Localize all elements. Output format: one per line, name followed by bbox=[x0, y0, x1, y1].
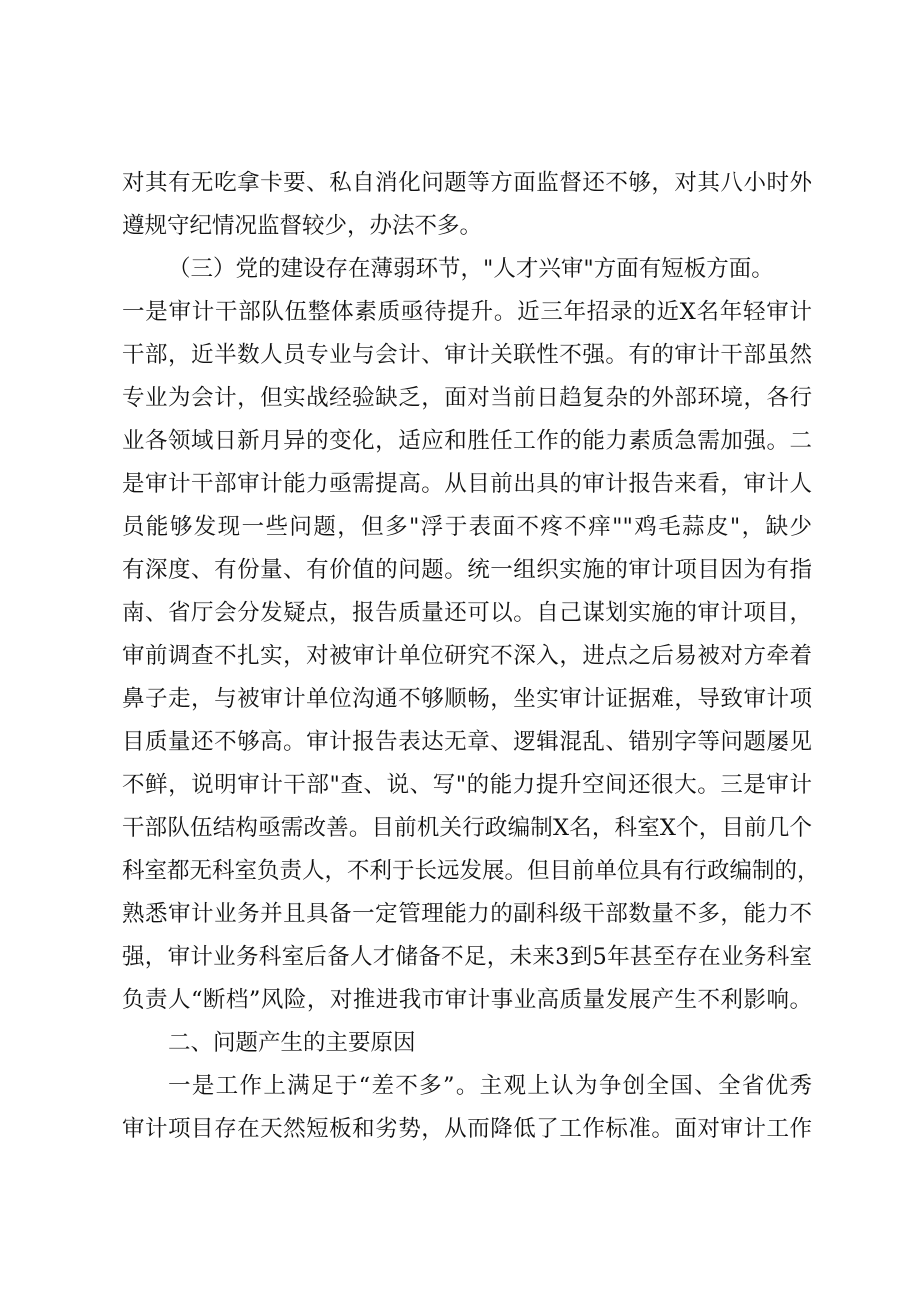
text-line: 不鲜，说明审计干部"查、说、写"的能力提升空间还很大。三是审计 bbox=[122, 772, 812, 798]
text-line: 鼻子走，与被审计单位沟通不够顺畅，坐实审计证据难，导致审计项 bbox=[122, 686, 812, 712]
text-line: 员能够发现一些问题，但多"浮于表面不疼不痒""鸡毛蒜皮"，缺少 bbox=[122, 514, 812, 540]
text-line: 干部队伍结构亟需改善。目前机关行政编制X名，科室X个，目前几个 bbox=[122, 815, 812, 841]
text-line: 对其有无吃拿卡要、私自消化问题等方面监督还不够，对其八小时外 bbox=[122, 170, 812, 196]
text-line: 审前调查不扎实，对被审计单位研究不深入，进点之后易被对方牵着 bbox=[122, 643, 812, 669]
text-line: 科室都无科室负责人，不利于长远发展。但目前单位具有行政编制的， bbox=[122, 858, 820, 884]
text-line: 目质量还不够高。审计报告表达无章、逻辑混乱、错别字等问题屡见 bbox=[122, 729, 812, 755]
text-line: 审计项目存在天然短板和劣势，从而降低了工作标准。面对审计工作 bbox=[122, 1116, 812, 1142]
text-line: 熟悉审计业务并且具备一定管理能力的副科级干部数量不多，能力不 bbox=[122, 901, 812, 927]
text-line: 业各领域日新月异的变化，适应和胜任工作的能力素质急需加强。二 bbox=[122, 428, 812, 454]
text-line: 是审计干部审计能力亟需提高。从目前出具的审计报告来看，审计人 bbox=[122, 471, 812, 497]
text-line: 遵规守纪情况监督较少，办法不多。 bbox=[122, 213, 483, 239]
text-line: 有深度、有份量、有价值的问题。统一组织实施的审计项目因为有指 bbox=[122, 557, 812, 583]
section-heading: （三）党的建设存在薄弱环节，"人才兴审"方面有短板方面。 bbox=[168, 256, 774, 282]
text-line: 负责人“断档”风险，对推进我市审计事业高质量发展产生不利影响。 bbox=[122, 987, 812, 1013]
text-line: 干部，近半数人员专业与会计、审计关联性不强。有的审计干部虽然 bbox=[122, 342, 812, 368]
text-line: 南、省厅会分发疑点，报告质量还可以。自己谋划实施的审计项目， bbox=[122, 600, 812, 626]
text-line: 一是审计干部队伍整体素质亟待提升。近三年招录的近X名年轻审计 bbox=[122, 299, 812, 325]
section-heading: 二、问题产生的主要原因 bbox=[168, 1030, 416, 1056]
text-line: 专业为会计，但实战经验缺乏，面对当前日趋复杂的外部环境，各行 bbox=[122, 385, 812, 411]
text-line: 强，审计业务科室后备人才储备不足，未来3到5年甚至存在业务科室 bbox=[122, 944, 812, 970]
text-line: 一是工作上满足于“差不多”。主观上认为争创全国、全省优秀 bbox=[168, 1073, 812, 1099]
